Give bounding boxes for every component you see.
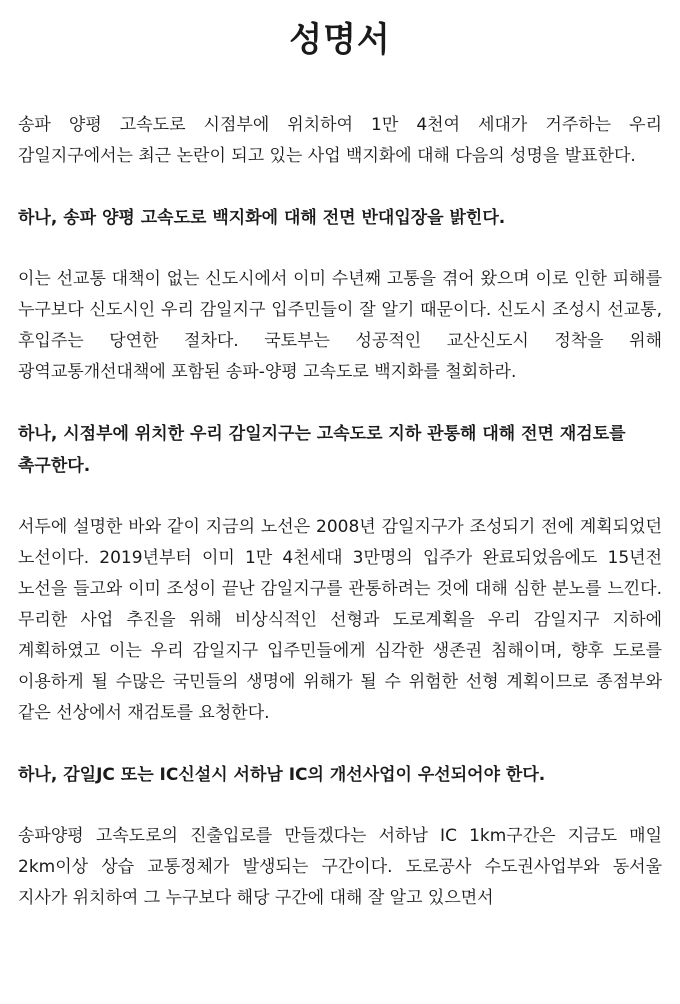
section-heading: 하나, 송파 양평 고속도로 백지화에 대해 전면 반대입장을 밝힌다. bbox=[18, 208, 506, 228]
document-title: 성명서 bbox=[289, 20, 391, 60]
section-3 bbox=[18, 759, 662, 914]
section-body: 이는 선교통 대책이 없는 신도시에서 이미 수년째 고통을 겪어 왔으며 이로 인한 피해를 누구보다 신도시인 우리 감일지구 입주민들이 잘 알기 때문이다. 신도시 조성시 선교통, 후입주는 당연한 절차다. 국토부는 성공적인 교산신도시 정착을 위해 광역교통개선대책에 포함된 송파-양평 고속도로 백지화를 철회하라. bbox=[18, 269, 662, 382]
section-1 bbox=[18, 202, 662, 388]
intro-paragraph: 송파 양평 고속도로 시점부에 위치하여 1만 4천여 세대가 거주하는 우리 감일지구에서는 최근 논란이 되고 있는 사업 백지화에 대해 다음의 성명을 발표한다. bbox=[18, 115, 662, 166]
section-2 bbox=[18, 418, 662, 729]
statement-document bbox=[18, 0, 662, 914]
section-body: 송파양평 고속도로의 진출입로를 만들겠다는 서하남 IC 1km구간은 지금도 매일 2km이상 상습 교통정체가 발생되는 구간이다. 도로공사 수도권사업부와 동서울 지사가 위치하여 그 누구보다 해당 구간에 대해 잘 알고 있으면서 bbox=[18, 826, 662, 908]
section-heading: 하나, 감일JC 또는 IC신설시 서하남 IC의 개선사업이 우선되어야 한다. bbox=[18, 765, 546, 785]
section-heading: 하나, 시점부에 위치한 우리 감일지구는 고속도로 지하 관통해 대해 전면 재검토를 촉구한다. bbox=[18, 424, 626, 476]
section-body: 서두에 설명한 바와 같이 지금의 노선은 2008년 감일지구가 조성되기 전에 계획되었던 노선이다. 2019년부터 이미 1만 4천세대 3만명의 입주가 완료되었음에도 15년전 노선을 들고와 이미 조성이 끝난 감일지구를 관통하려는 것에 대해 심한 분노를 느낀다. 무리한 사업 추진을 위해 비상식적인 선형과 도로계획을 우리 감일지구 지하에 계획하였고 이는 우리 감일지구 입주민들에게 심각한 생존권 침해이며, 향후 도로를 이용하게 될 수많은 국민들의 생명에 위해가 될 수 위험한 선형 계획이므로 종점부와 같은 선상에서 재검토를 요청한다. bbox=[18, 517, 662, 723]
